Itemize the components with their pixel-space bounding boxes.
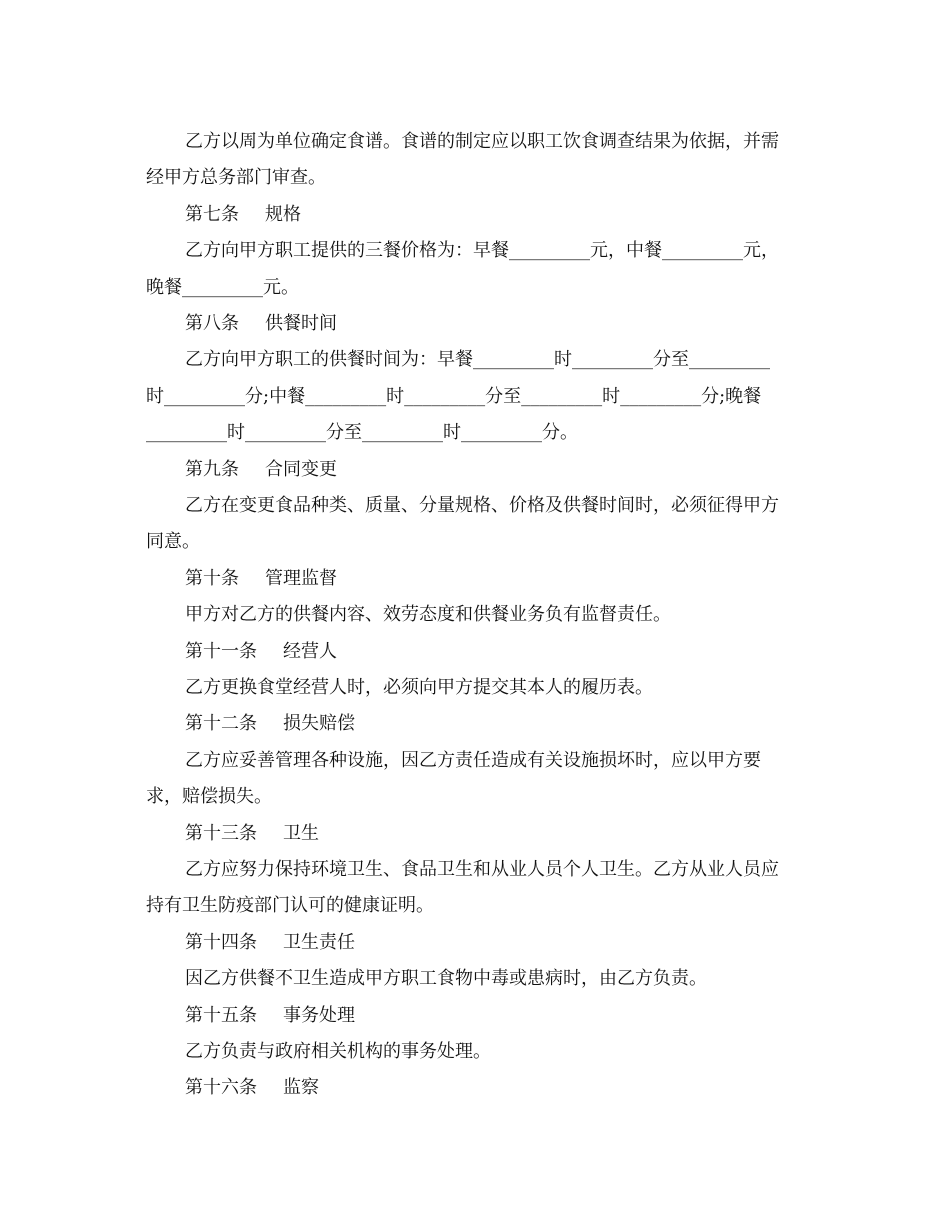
article-number: 第八条 xyxy=(185,313,239,334)
article-title: 供餐时间 xyxy=(265,313,337,334)
article-number: 第十五条 xyxy=(185,1004,257,1026)
article-number: 第十六条 xyxy=(185,1077,257,1099)
article-title: 管理监督 xyxy=(265,567,337,589)
article-heading xyxy=(185,561,337,597)
paragraph-line: 经甲方总务部门审查。 xyxy=(146,167,326,189)
paragraph-line: 甲方对乙方的供餐内容、效劳态度和供餐业务负有监督责任。 xyxy=(185,604,671,626)
article-heading xyxy=(185,706,355,742)
article-number: 第十四条 xyxy=(185,931,257,953)
article-number: 第十一条 xyxy=(185,640,257,662)
article-number: 第十二条 xyxy=(185,713,257,735)
paragraph-line: 晚餐_________元。 xyxy=(146,276,299,298)
paragraph-line: 时_________分;中餐_________时_________分至_________时_________分;晚餐 xyxy=(146,385,762,407)
paragraph-line: 乙方应妥善管理各种设施，因乙方责任造成有关设施损坏时，应以甲方要 xyxy=(185,749,761,771)
paragraph-line: 乙方以周为单位确定食谱。食谱的制定应以职工饮食调查结果为依据，并需 xyxy=(185,131,779,152)
article-heading xyxy=(185,816,319,852)
article-number: 第十条 xyxy=(185,567,239,589)
article-title: 规格 xyxy=(265,203,301,225)
article-title: 经营人 xyxy=(283,640,337,662)
article-heading xyxy=(185,1070,319,1106)
article-title: 监察 xyxy=(283,1077,319,1099)
article-heading xyxy=(185,925,355,961)
paragraph-line: 乙方更换食堂经营人时，必须向甲方提交其本人的履历表。 xyxy=(185,677,653,698)
paragraph-line: 同意。 xyxy=(146,531,200,553)
paragraph-line: 求，赔偿损失。 xyxy=(146,786,272,808)
article-heading xyxy=(185,634,337,670)
article-title: 卫生 xyxy=(283,822,319,844)
article-title: 合同变更 xyxy=(265,458,337,480)
paragraph-line: 乙方向甲方职工的供餐时间为：早餐_________时_________分至_________ xyxy=(185,349,770,371)
paragraph-line: 乙方负责与政府相关机构的事务处理。 xyxy=(185,1041,491,1062)
paragraph-line: _________时_________分至_________时_________分。 xyxy=(146,422,578,444)
article-number: 第九条 xyxy=(185,458,239,480)
paragraph-line: 持有卫生防疫部门认可的健康证明。 xyxy=(146,895,434,917)
article-number: 第七条 xyxy=(185,203,239,225)
paragraph-line: 乙方向甲方职工提供的三餐价格为：早餐_________元，中餐_________元， xyxy=(185,240,779,262)
article-heading xyxy=(185,452,337,488)
article-title: 事务处理 xyxy=(283,1004,355,1026)
paragraph-line: 乙方应努力保持环境卫生、食品卫生和从业人员个人卫生。乙方从业人员应 xyxy=(185,859,779,880)
paragraph-line: 乙方在变更食品种类、质量、分量规格、价格及供餐时间时，必须征得甲方 xyxy=(185,495,779,516)
paragraph-line: 因乙方供餐不卫生造成甲方职工食物中毒或患病时，由乙方负责。 xyxy=(185,968,707,990)
article-number: 第十三条 xyxy=(185,822,257,844)
article-heading xyxy=(185,306,337,342)
article-title: 卫生责任 xyxy=(283,931,355,953)
article-heading xyxy=(185,998,355,1034)
article-heading xyxy=(185,197,301,233)
article-title: 损失赔偿 xyxy=(283,713,355,735)
